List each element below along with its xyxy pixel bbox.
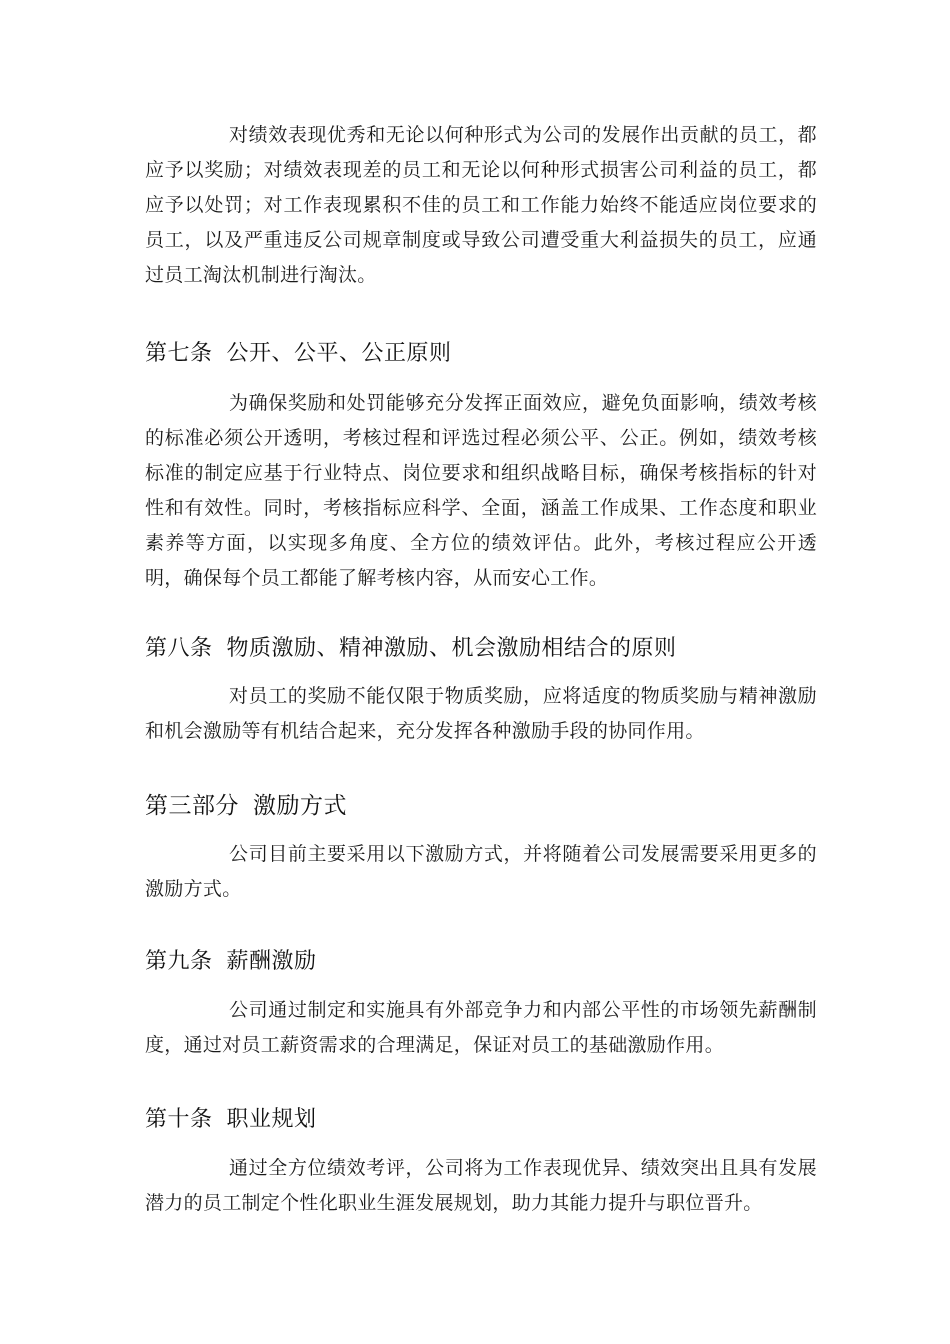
article-title: 薪酬激励 — [226, 949, 317, 974]
part-number: 第三部分 — [145, 793, 239, 819]
spacer — [145, 821, 817, 837]
article-number: 第九条 — [145, 949, 213, 974]
spacer — [145, 369, 817, 386]
article-number: 第八条 — [145, 636, 213, 661]
spacer — [145, 749, 817, 791]
spacer — [145, 596, 817, 634]
paragraph-career-planning: 通过全方位绩效考评，公司将为工作表现优异、绩效突出且具有发展潜力的员工制定个性化职业生涯发展规划，助力其能力提升与职位晋升。 — [145, 1157, 817, 1214]
article-number: 第七条 — [145, 341, 213, 366]
spacer — [145, 664, 817, 679]
paragraph-open-fair: 为确保奖励和处罚能够充分发挥正面效应，避免负面影响，绩效考核的标准必须公开透明，考核过程和评选过程必须公平、公正。例如，绩效考核标准的制定应基于行业特点、岗位要求和组织战略目标，确保考核指标的针对性和有效性。同时，考核指标应科学、全面，涵盖工作成果、工作态度和职业素养等方面，以实现多角度、全方位的绩效评估。此外，考核过程应公开透明，确保每个员工都能了解考核内容，从而安心工作。 — [145, 392, 817, 589]
article-10-heading — [145, 1105, 817, 1135]
article-8-heading — [145, 634, 817, 664]
article-title: 职业规划 — [226, 1107, 317, 1132]
part-title: 激励方式 — [253, 793, 347, 819]
spacer — [145, 1063, 817, 1105]
article-number: 第十条 — [145, 1107, 213, 1132]
article-title: 物质激励、精神激励、机会激励相结合的原则 — [226, 636, 677, 661]
article-9-heading — [145, 947, 817, 977]
article-7-heading — [145, 339, 817, 369]
part-3-heading — [145, 791, 817, 821]
paragraph-salary-incentive: 公司通过制定和实施具有外部竞争力和内部公平性的市场领先薪酬制度，通过对员工薪资需求的合理满足，保证对员工的基础激励作用。 — [145, 999, 817, 1056]
spacer — [145, 907, 817, 947]
paragraph-combined-incentives: 对员工的奖励不能仅限于物质奖励，应将适度的物质奖励与精神激励和机会激励等有机结合起来，充分发挥各种激励手段的协同作用。 — [145, 685, 817, 742]
spacer — [145, 1135, 817, 1151]
spacer — [145, 977, 817, 993]
paragraph-reward-punishment: 对绩效表现优秀和无论以何种形式为公司的发展作出贡献的员工，都应予以奖励；对绩效表现差的员工和无论以何种形式损害公司利益的员工，都应予以处罚；对工作表现累积不佳的员工和工作能力始终不能适应岗位要求的员工，以及严重违反公司规章制度或导致公司遭受重大利益损失的员工，应通过员工淘汰机制进行淘汰。 — [145, 124, 817, 286]
document-body — [145, 118, 817, 1221]
paragraph-incentive-methods: 公司目前主要采用以下激励方式，并将随着公司发展需要采用更多的激励方式。 — [145, 843, 817, 900]
article-title: 公开、公平、公正原则 — [226, 341, 452, 366]
spacer — [145, 293, 817, 339]
